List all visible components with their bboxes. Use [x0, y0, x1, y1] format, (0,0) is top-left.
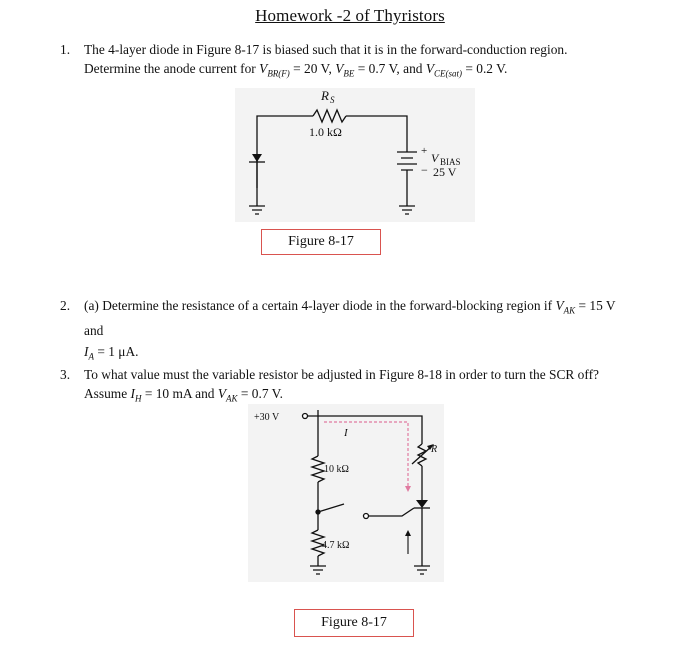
supply-terminal [303, 414, 308, 419]
question-3-line2: Assume $I_H = 10$ mA and $V_{AK} = 0.7$ V. [84, 386, 283, 404]
diode-triangle [252, 154, 262, 162]
vbias-value: 25 V [433, 165, 457, 179]
figure-2-caption: Figure 8-17 [294, 609, 414, 637]
question-3-line1: To what value must the variable resistor be adjusted in Figure 8-18 in order to turn the SCR off? [84, 367, 599, 382]
ground-symbol [249, 206, 265, 214]
current-label: I [344, 427, 348, 439]
wire [308, 410, 422, 444]
vbias-sub: BIAS [440, 157, 461, 167]
question-2-line1: (a) Determine the resistance of a certain 4-layer diode in the forward-blocking region if $V_{AK} = 15$ V [84, 298, 616, 316]
wire [257, 116, 313, 188]
scr-triangle [416, 500, 428, 508]
question-number: 2. [60, 298, 71, 313]
question-number: 1. [60, 42, 71, 57]
figure-2-circuit [248, 404, 444, 582]
plus-sign: + [421, 145, 428, 157]
question-2-line2: and [84, 322, 104, 338]
minus-sign: − [421, 163, 428, 177]
supply-label: +30 V [254, 412, 280, 423]
current-arrow [324, 422, 408, 486]
wire [346, 116, 407, 152]
question-2-line3: $I_A = 1$ μA. [84, 343, 139, 362]
figure-1-circuit [235, 88, 475, 222]
var-r-label: R [431, 444, 438, 455]
ground-symbol [310, 566, 326, 574]
question-number: 3. [60, 367, 71, 382]
figure-1-caption: Figure 8-17 [261, 229, 381, 255]
r-top-value: 10 kΩ [324, 464, 349, 475]
resistor-rs [313, 110, 346, 122]
circuit-diagram-1 [235, 88, 475, 222]
vbias-label: V [431, 151, 439, 165]
rs-sub: S [330, 95, 335, 105]
ground-symbol [399, 206, 415, 214]
question-1-line1: The 4-layer diode in Figure 8-17 is biased such that it is in the forward-conduction region. [84, 42, 568, 57]
page-title: Homework -2 of Thyristors [255, 6, 445, 25]
r-bottom-value: 4.7 kΩ [322, 540, 350, 551]
battery-symbol [397, 152, 417, 170]
switch-blade [318, 504, 344, 512]
rs-value: 1.0 kΩ [309, 125, 342, 139]
circuit-diagram-2 [248, 404, 444, 582]
ground-symbol [414, 566, 430, 574]
switch-contact [364, 514, 369, 519]
rs-label: R [321, 88, 329, 103]
question-1-line2: Determine the anode current for $V_{BR(F)} = 20$ V, $V_{BE} = 0.7$ V, and $V_{CE(sat)} = 0.2$ V. [84, 61, 508, 79]
resistor-10k [312, 456, 324, 482]
